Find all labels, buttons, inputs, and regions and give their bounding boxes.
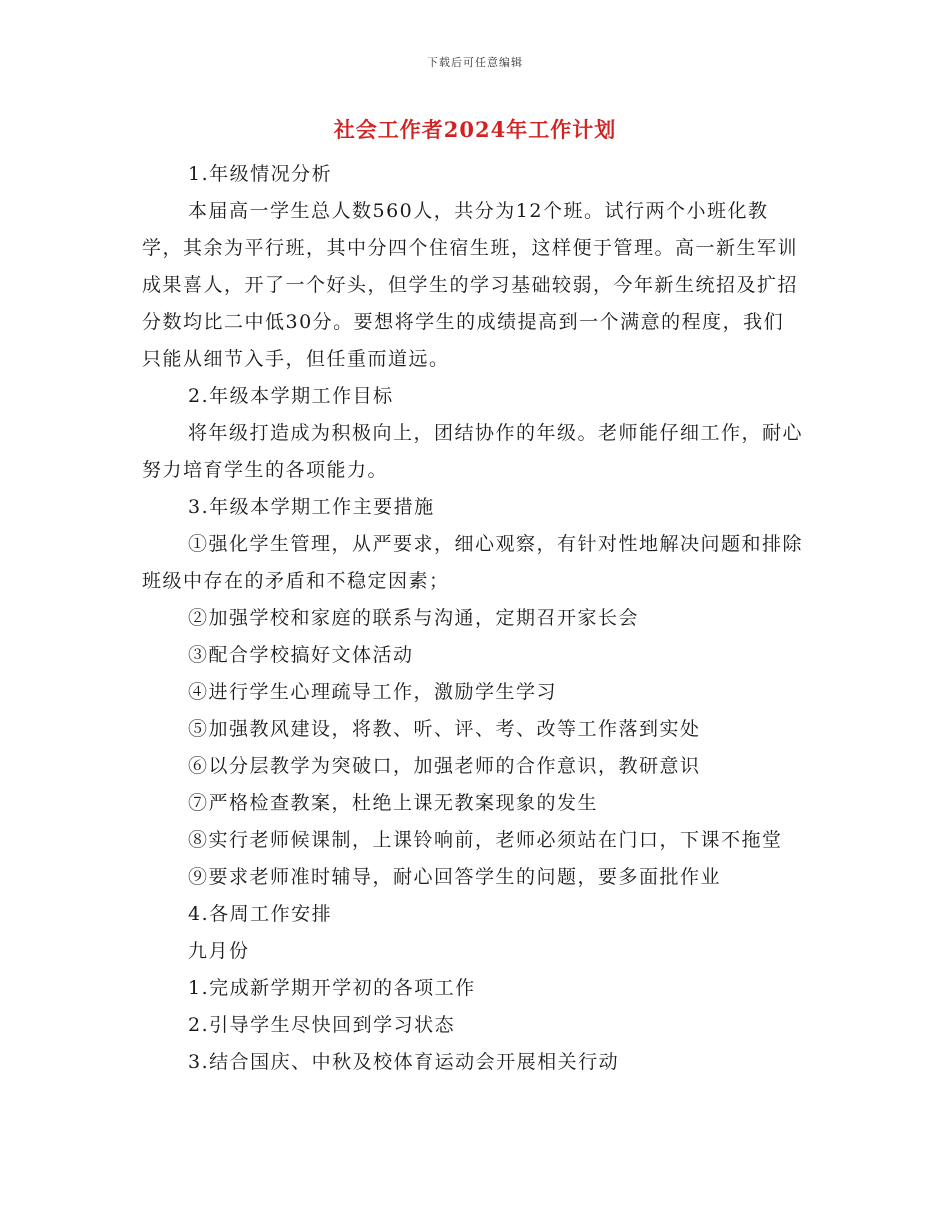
measure-item: ①强化学生管理，从严要求，细心观察，有针对性地解决问题和排除班级中存在的矛盾和不稳定因素； (142, 533, 804, 592)
paragraph: 本届高一学生总人数560人，共分为12个班。试行两个小班化教学，其余为平行班，其中分四个住宿生班，这样便于管理。高一新生军训成果喜人，开了一个好头，但学生的学习基础较弱，今年新生统招及扩招分数均比二中低30分。要想将学生的成绩提高到一个满意的程度，我们只能从细节入手，但任重而道远。 (142, 200, 799, 370)
measure-item: ③配合学校搞好文体活动 (188, 644, 414, 666)
schedule-item: 1.完成新学期开学初的各项工作 (188, 977, 476, 999)
schedule-item: 3.结合国庆、中秋及校体育运动会开展相关行动 (188, 1051, 620, 1073)
measure-item: ⑨要求老师准时辅导，耐心回答学生的问题，要多面批作业 (188, 866, 722, 888)
month-heading: 九月份 (188, 940, 250, 962)
section-heading-1: 1.年级情况分析 (188, 163, 333, 185)
measure-item: ⑤加强教风建设，将教、听、评、考、改等工作落到实处 (188, 718, 701, 740)
measure-item: ⑦严格检查教案，杜绝上课无教案现象的发生 (188, 792, 599, 814)
section-heading-3: 3.年级本学期工作主要措施 (188, 496, 435, 518)
document-title: 社会工作者2024年工作计划 (333, 117, 617, 142)
document-body (142, 156, 804, 1081)
paragraph: 将年级打造成为积极向上，团结协作的年级。老师能仔细工作，耐心努力培育学生的各项能力。 (142, 422, 804, 481)
measure-item: ④进行学生心理疏导工作，激励学生学习 (188, 681, 558, 703)
page-header-note: 下载后可任意编辑 (427, 56, 523, 69)
measure-item: ⑧实行老师候课制，上课铃响前，老师必须站在门口，下课不拖堂 (188, 829, 783, 851)
measure-item: ⑥以分层教学为突破口，加强老师的合作意识，教研意识 (188, 755, 701, 777)
section-heading-2: 2.年级本学期工作目标 (188, 385, 394, 407)
schedule-item: 2.引导学生尽快回到学习状态 (188, 1014, 456, 1036)
measure-item: ②加强学校和家庭的联系与沟通，定期召开家长会 (188, 607, 640, 629)
section-heading-4: 4.各周工作安排 (188, 903, 333, 925)
